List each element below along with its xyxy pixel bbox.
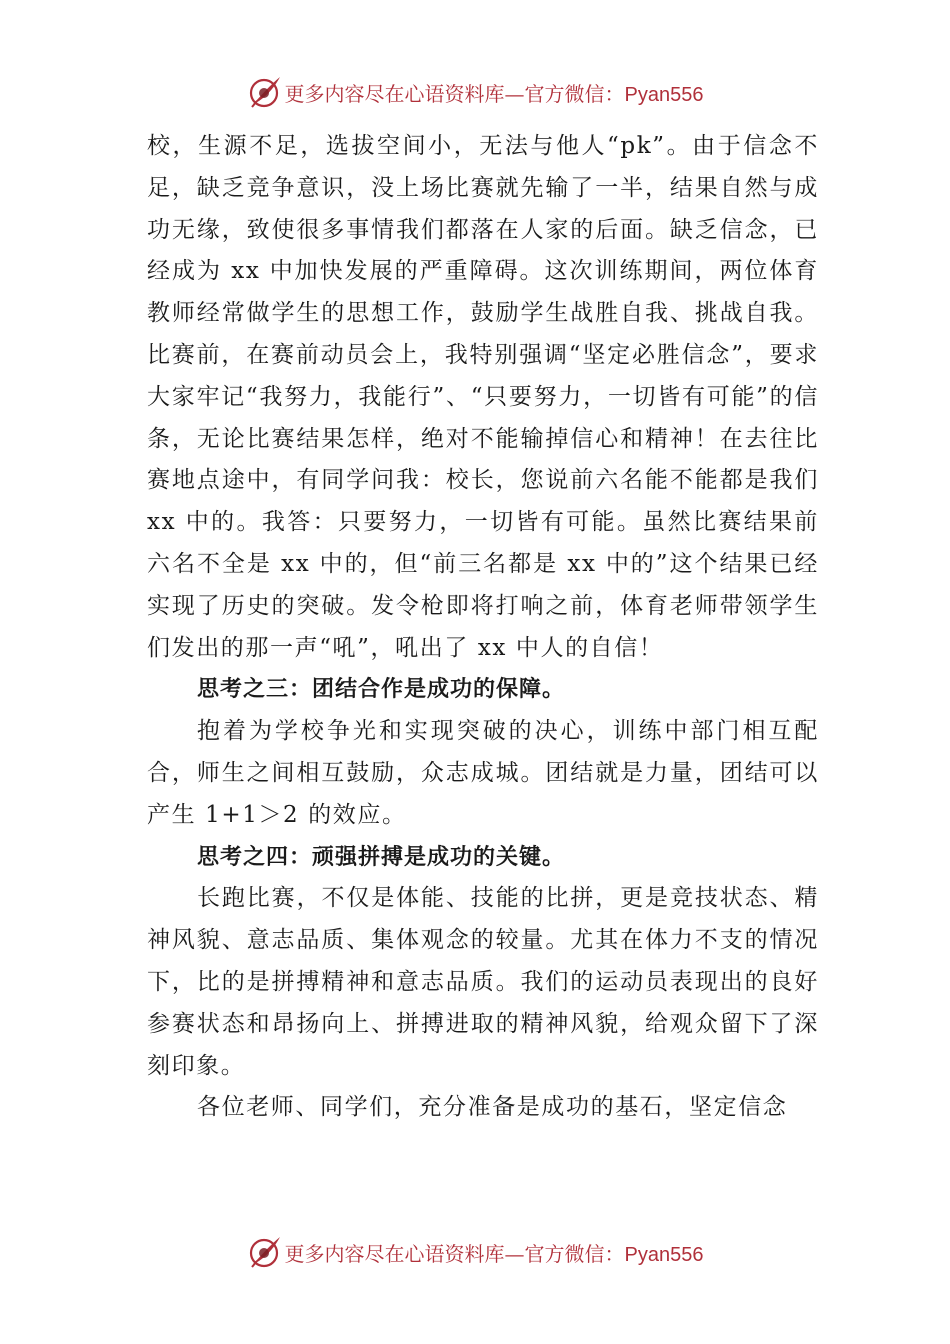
banner-text: 更多内容尽在心语资料库—官方微信：Pyan556: [284, 1241, 704, 1266]
wechat-id: Pyan556: [624, 1243, 704, 1266]
paragraph-2: 抱着为学校争光和实现突破的决心，训练中部门相互配合，师生之间相互鼓励，众志成城。团结就是力量，团结可以产生 1+1＞2 的效应。: [147, 718, 819, 828]
quill-circle-logo-icon: [247, 1234, 283, 1270]
paragraph-4: 各位老师、同学们，充分准备是成功的基石，坚定信念: [197, 1094, 788, 1121]
document-body: [147, 126, 819, 1129]
banner-text: 更多内容尽在心语资料库—官方微信：Pyan556: [284, 81, 704, 106]
paragraph-3: 长跑比赛，不仅是体能、技能的比拼，更是竞技状态、精神风貌、意志品质、集体观念的较量。尤其在体力不支的情况下，比的是拼搏精神和意志品质。我们的运动员表现出的良好参赛状态和昂扬向上、拼搏进取的精神风貌，给观众留下了深刻印象。: [147, 885, 819, 1079]
wechat-id: Pyan556: [624, 83, 704, 106]
quill-circle-logo-icon: [247, 74, 283, 110]
paragraph-1: 校，生源不足，选拔空间小，无法与他人“pk”。由于信念不足，缺乏竞争意识，没上场比赛就先输了一半，结果自然与成功无缘，致使很多事情我们都落在人家的后面。缺乏信念，已经成为 xx 中加快发展的严重障碍。这次训练期间，两位体育教师经常做学生的思想工作，鼓励学生战胜自我、挑战自我。比赛前，在赛前动员会上，我特别强调“坚定必胜信念”，要求大家牢记“我努力，我能行”、“只要努力，一切皆有可能”的信条，无论比赛结果怎样，绝对不能输掉信心和精神！在去往比赛地点途中，有同学问我：校长，您说前六名能不能都是我们 xx 中的。我答：只要努力，一切皆有可能。虽然比赛结果前六名不全是 xx 中的，但“前三名都是 xx 中的”这个结果已经实现了历史的突破。发令枪即将打响之前，体育老师带领学生们发出的那一声“吼”，吼出了 xx 中人的自信！: [147, 133, 819, 661]
heading-thought-3: 思考之三：团结合作是成功的保障。: [197, 677, 566, 703]
header-banner: [0, 72, 950, 112]
footer-banner: [0, 1232, 950, 1272]
heading-thought-4: 思考之四：顽强拼搏是成功的关键。: [197, 844, 566, 870]
